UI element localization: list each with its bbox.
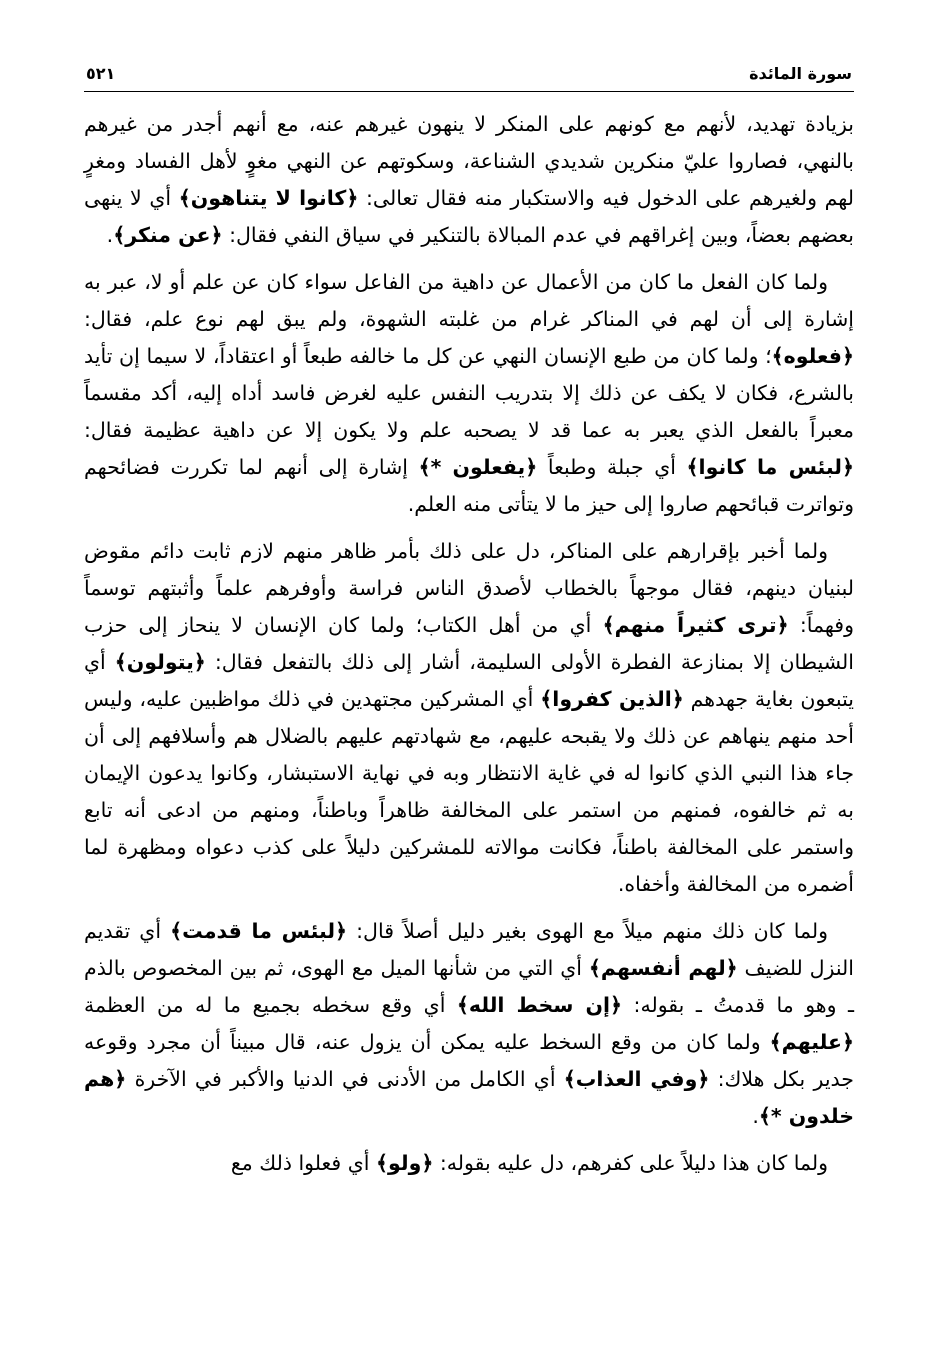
text-segment: إشارة إلى أنهم لما تكررت فضائحهم وتواترت قبائحهم صاروا إلى حيز ما لا يتأتى منه العلم. (84, 455, 854, 516)
quran-quote: ﴿هم خلدون *﴾ (84, 1067, 854, 1128)
text-segment: ولما كان من وقع السخط عليه يمكن أن يزول عنه، قال مبيناً أن مجرد وقوعه جدير بكل هلاك: (84, 1030, 854, 1091)
quran-quote: ﴿الذين كفروا﴾ (540, 687, 684, 711)
tafsir-body (84, 106, 854, 1192)
quran-quote: ﴿ترى كثيراً منهم﴾ (602, 613, 789, 637)
text-segment: أي لا ينهى بعضهم بعضاً، وبين إغراقهم في عدم المبالاة بالتنكير في سياق النفي فقال: (84, 186, 854, 247)
page-header (86, 62, 852, 88)
text-segment: ولما كان ذلك منهم ميلاً مع الهوى بغير دليل أصلاً قال: (347, 919, 828, 943)
text-segment: أي تقديم النزل للضيف (84, 919, 854, 980)
quran-quote: ﴿يتولون﴾ (114, 650, 206, 674)
text-segment: . (752, 1104, 759, 1128)
quran-quote: ﴿عن منكر﴾ (113, 223, 223, 247)
text-segment: بزيادة تهديد، لأنهم مع كونهم على المنكر لا ينهون غيرهم عنه، مع أنهم أجدر من غيرهم بالنهي، فصاروا عليّ منكرين شديدي الشناعة، وسكوتهم عن النهي مغوٍ لأهل الفساد ومغرٍ لهم ولغيرهم على الدخول فيه والاستكبار منه فقال تعالى: (84, 112, 854, 210)
quran-quote: ﴿ولو﴾ (376, 1151, 434, 1175)
text-segment: أي فعلوا ذلك مع (230, 1151, 377, 1175)
text-segment: أي من أهل الكتاب؛ ولما كان الإنسان لا ينحاز إلى حزب الشيطان إلا بمنازعة الفطرة الأولى السليمة، أشار إلى ذلك بالتفعل فقال: (84, 613, 854, 674)
quran-quote: ﴿يفعلون *﴾ (418, 455, 538, 479)
paragraph (84, 533, 854, 903)
quran-quote: ﴿فعلوه﴾ (771, 344, 854, 368)
paragraph (84, 106, 854, 254)
quran-quote: ﴿لبئس ما قدمت﴾ (170, 919, 348, 943)
page-number: ٥٢١ (86, 64, 116, 83)
text-segment: أي وقع سخطه بجميع ما له من العظمة (84, 993, 457, 1017)
paragraph (84, 264, 854, 523)
quran-quote: ﴿لهم أنفسهم﴾ (588, 956, 738, 980)
paragraph (84, 1145, 854, 1182)
quran-quote: ﴿إن سخط الله﴾ (456, 993, 623, 1017)
header-divider (84, 91, 854, 92)
text-segment: . (106, 223, 114, 247)
text-segment: أي جبلة وطبعاً (537, 455, 687, 479)
text-segment: ولما أخبر بإقرارهم على المناكر، دل على ذلك بأمر ظاهر منهم لازم ثابت دائم مقوض لبنيان دينهم، فقال موجهاً بالخطاب لأصدق الناس فراسة وأوفرهم علماً وأثبتهم توسماً وفهماً: (84, 539, 854, 637)
text-segment: أي الكامل من الأدنى في الدنيا والأكبر في الآخرة (126, 1067, 564, 1091)
quran-quote: ﴿كانوا لا يتناهون﴾ (178, 186, 359, 210)
text-segment: أي التي من شأنها الميل مع الهوى، ثم بين المخصوص بالذم ـ وهو ما قدمتُ ـ بقوله: (84, 956, 854, 1017)
text-segment: ولما كان الفعل ما كان من الأعمال عن داهية من الفاعل سواء كان عن علم أو لا، عبر به إشارة إلى أن لهم في المناكر غرام من غلبته الشهوة، ولم يبق لهم نوع علم، فقال: (84, 270, 854, 331)
quran-quote: ﴿وفي العذاب﴾ (563, 1067, 710, 1091)
text-segment: أي يتبعون بغاية جهدهم (84, 650, 854, 711)
text-segment: أي المشركين مجتهدين في ذلك مواظبين عليه، وليس أحد منهم ينهاهم عن ذلك ولا يقبحه عليهم، مع شهادتهم عليهم بالضلال هم وأسلافهم إلى أن جاء هذا النبي الذي كانوا له في غاية الانتظار وبه في نهاية الاستبشار، وكانوا يدعون الإيمان به ثم خالفوه، فمنهم من استمر على المخالفة ظاهراً وباطناً، ومنهم من ادعى أنه تابع واستمر على المخالفة باطناً، فكانت موالاته للمشركين دليلاً على كذب دعواه ومظهرة لما أضمره من المخالفة وأخفاه. (84, 687, 854, 896)
quran-quote: ﴿لبئس ما كانوا﴾ (686, 455, 854, 479)
text-segment: ؛ ولما كان من طبع الإنسان النهي عن كل ما خالفه طبعاً أو اعتقاداً، لا سيما إن تأيد بالشرع، فكان لا يكف عن ذلك إلا بتدريب النفس عليه لغرض فاسد أداه إليه، أكد مقسماً معبراً بالفعل الذي يعبر به عما قد لا يصحبه علم ولا يكون إلا عن داهية عظيمة فقال: (84, 344, 854, 442)
quran-quote: ﴿عليهم﴾ (769, 1030, 854, 1054)
text-segment: ولما كان هذا دليلاً على كفرهم، دل عليه بقوله: (433, 1151, 828, 1175)
paragraph (84, 913, 854, 1135)
surah-title: سورة المائدة (749, 64, 852, 83)
